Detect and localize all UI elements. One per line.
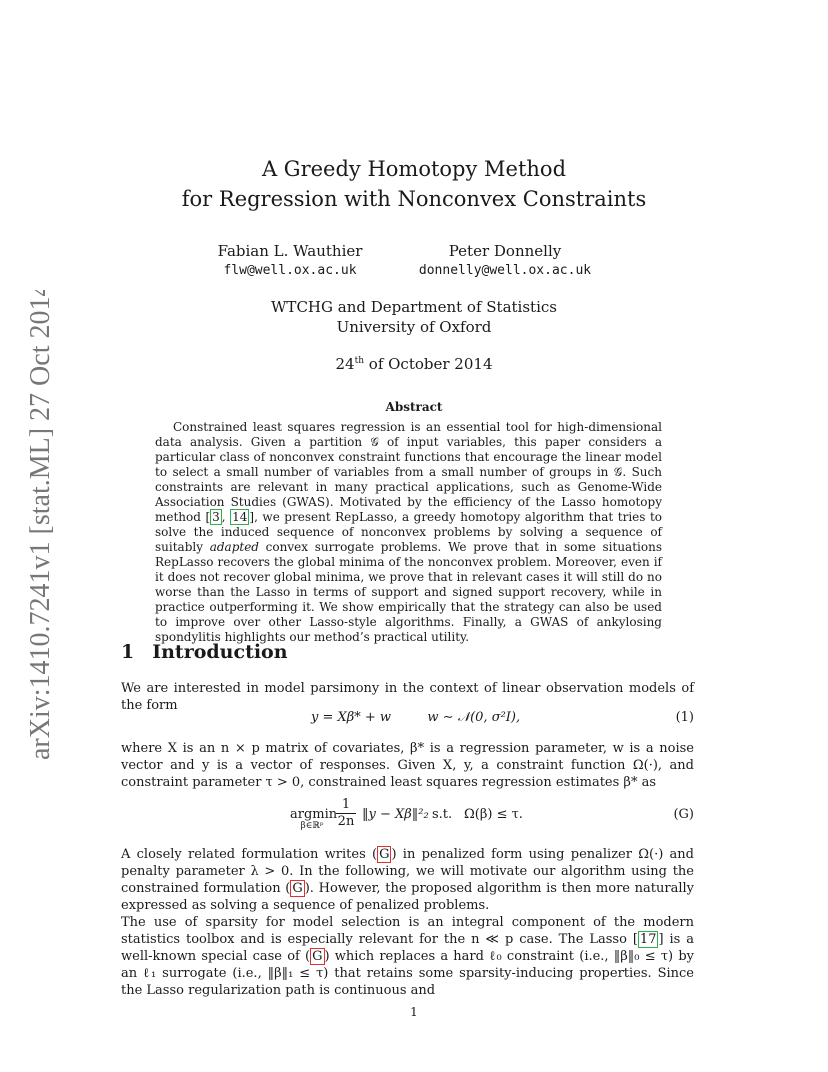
equation-g-number: (G) xyxy=(673,807,694,822)
cite-separator: , xyxy=(221,510,231,524)
intro-paragraph-4 xyxy=(121,914,694,999)
date-suffix: th xyxy=(354,356,365,366)
eqg-argmin-sub: β∈ℝᵖ xyxy=(300,821,324,831)
author-2-email: donnelly@well.ox.ac.uk xyxy=(418,263,592,278)
p4-part-b: ] is a well-known special case of ( xyxy=(121,932,694,964)
eqg-body: ‖y − Xβ‖²₂ xyxy=(362,807,429,822)
abstract-text: Constrained least squares regression is an essential tool for high-dimensional data analysis. Given a partition 𝒢 of input variables, this paper considers a particular class of nonconvex constraint functions that encourage the linear model to select a small number of variables from a small number of groups in 𝒢. Such constraints are relevant in many practical applications, such as Genome-Wide Association Studies (GWAS). Motivated by the efficiency of the Lasso homotopy method [ 3 , 14 ], we present RepLasso, a greedy homotopy algorithm that tries to solve the induced sequence of nonconvex problems by solving a sequence of suitably adapted convex surrogate problems. We prove that in some situations RepLasso recovers the global minima of the nonconvex problem. Moreover, even if it does not recover global minima, we prove that in relevant cases it will still do no worse than the Lasso in terms of support and signed support recovery, while in practice outperforming it. We show empirically that the strategy can also be used to improve over other Lasso-style algorithms. Finally, a GWAS of ankylosing spondylitis highlights our method’s practical utility. xyxy=(155,420,662,644)
p4-part-c: ) which replaces a hard ℓ₀ constraint (i.e., ‖β‖₀ ≤ τ) by an ℓ₁ surrogate (i.e., ‖β‖₁ ≤ τ) that retains some sparsity-inducing properties. Since the Lasso regularization path is continuous and xyxy=(121,949,694,998)
arxiv-stamp-text: arXiv:1410.7241v1 [stat.ML] 27 Oct 2014 xyxy=(25,290,56,760)
abstract-heading: Abstract xyxy=(385,400,443,414)
abstract-part-3: convex surrogate problems. We prove that in some situations RepLasso recovers the global minima of the nonconvex problem. Moreover, even if it does not recover global minima, we prove that in relevant cases it will still do no worse than the Lasso in terms of support and signed support recovery, while in practice outperforming it. We show empirically that the strategy can also be used to improve over other Lasso-style algorithms. Finally, a GWAS of ankylosing spondylitis highlights our method’s practical utility. xyxy=(155,540,662,644)
eqg-argmin-text: argmin xyxy=(290,807,338,822)
title-line-2: for Regression with Nonconvex Constraints xyxy=(181,187,647,211)
author-2-name: Peter Donnelly xyxy=(448,242,562,260)
p3-part-c: ). However, the proposed algorithm is then more naturally expressed as solving a sequence of penalized problems. xyxy=(121,881,694,913)
citation-link-17[interactable]: 17 xyxy=(639,932,657,947)
section-number: 1 xyxy=(121,641,135,663)
eqg-argmin xyxy=(290,807,338,831)
eqg-constraint: Ω(β) ≤ τ. xyxy=(464,807,523,822)
eqg-fraction xyxy=(336,797,356,830)
intro-paragraph-2: where X is an n × p matrix of covariates, β* is a regression parameter, w is a noise vector and y is a vector of responses. Given X, y, a constraint function Ω(·), and constraint parameter τ > 0, constrained least squares regression estimates β* as xyxy=(121,741,694,790)
intro-paragraph-1: We are interested in model parsimony in the context of linear observation models of the form xyxy=(121,681,694,713)
date-rest: of October 2014 xyxy=(364,355,493,373)
intro-paragraph-3 xyxy=(121,846,694,914)
abstract-part-2: ], we present RepLasso, a greedy homotopy algorithm that tries to solve the induced sequence of nonconvex problems by solving a sequence of suitably xyxy=(155,510,662,554)
equation-ref-link[interactable]: G xyxy=(292,881,303,896)
section-title: Introduction xyxy=(152,641,288,663)
citation-link-3[interactable]: 3 xyxy=(212,510,220,524)
paper-date xyxy=(0,351,828,374)
eq1-lhs: y = Xβ* + w xyxy=(311,710,392,725)
section-heading xyxy=(121,641,288,663)
p3-part-b: ) in penalized form using penalizer Ω(·) and penalty parameter λ > 0. In the following, we will motivate our algorithm using the constrained formulation ( xyxy=(121,847,694,896)
date-day: 24 xyxy=(335,355,355,373)
affiliation-line-2: University of Oxford xyxy=(336,318,492,336)
eq1-rhs: w ∼ 𝒩(0, σ²I), xyxy=(427,710,521,725)
author-1-email: flw@well.ox.ac.uk xyxy=(223,263,357,278)
eqg-st: s.t. xyxy=(432,807,453,822)
paper-title xyxy=(0,154,828,214)
equation-ref-link[interactable]: G xyxy=(379,847,390,862)
equation-g xyxy=(290,797,550,837)
eqg-frac-den: 2n xyxy=(337,814,355,829)
abstract-adapted: adapted xyxy=(209,540,259,554)
equation-1 xyxy=(311,710,520,725)
author-1 xyxy=(190,241,390,281)
title-line-1: A Greedy Homotopy Method xyxy=(261,157,567,181)
equation-1-number: (1) xyxy=(675,710,694,725)
abstract-part-1: Constrained least squares regression is an essential tool for high-dimensional data analysis. Given a partition 𝒢 of input variables, this paper considers a particular class of nonconvex constraint functions that encourage the linear model to select a small number of variables from a small number of groups in 𝒢. Such constraints are relevant in many practical applications, such as Genome-Wide Association Studies (GWAS). Motivated by the efficiency of the Lasso homotopy method xyxy=(155,420,662,524)
eqg-frac-num: 1 xyxy=(341,797,351,812)
citation-link-14[interactable]: 14 xyxy=(232,510,248,524)
page-number: 1 xyxy=(410,1005,418,1019)
affiliation xyxy=(0,297,828,337)
affiliation-line-1: WTCHG and Department of Statistics xyxy=(271,298,557,316)
p3-part-a: A closely related formulation writes ( xyxy=(121,847,378,862)
p4-part-a: The use of sparsity for model selection is an integral component of the modern statistics toolbox and is especially relevant for the n ≪ p case. The Lasso [ xyxy=(121,915,694,947)
equation-ref-link[interactable]: G xyxy=(312,949,323,964)
author-2 xyxy=(400,241,610,281)
author-1-name: Fabian L. Wauthier xyxy=(217,242,363,260)
